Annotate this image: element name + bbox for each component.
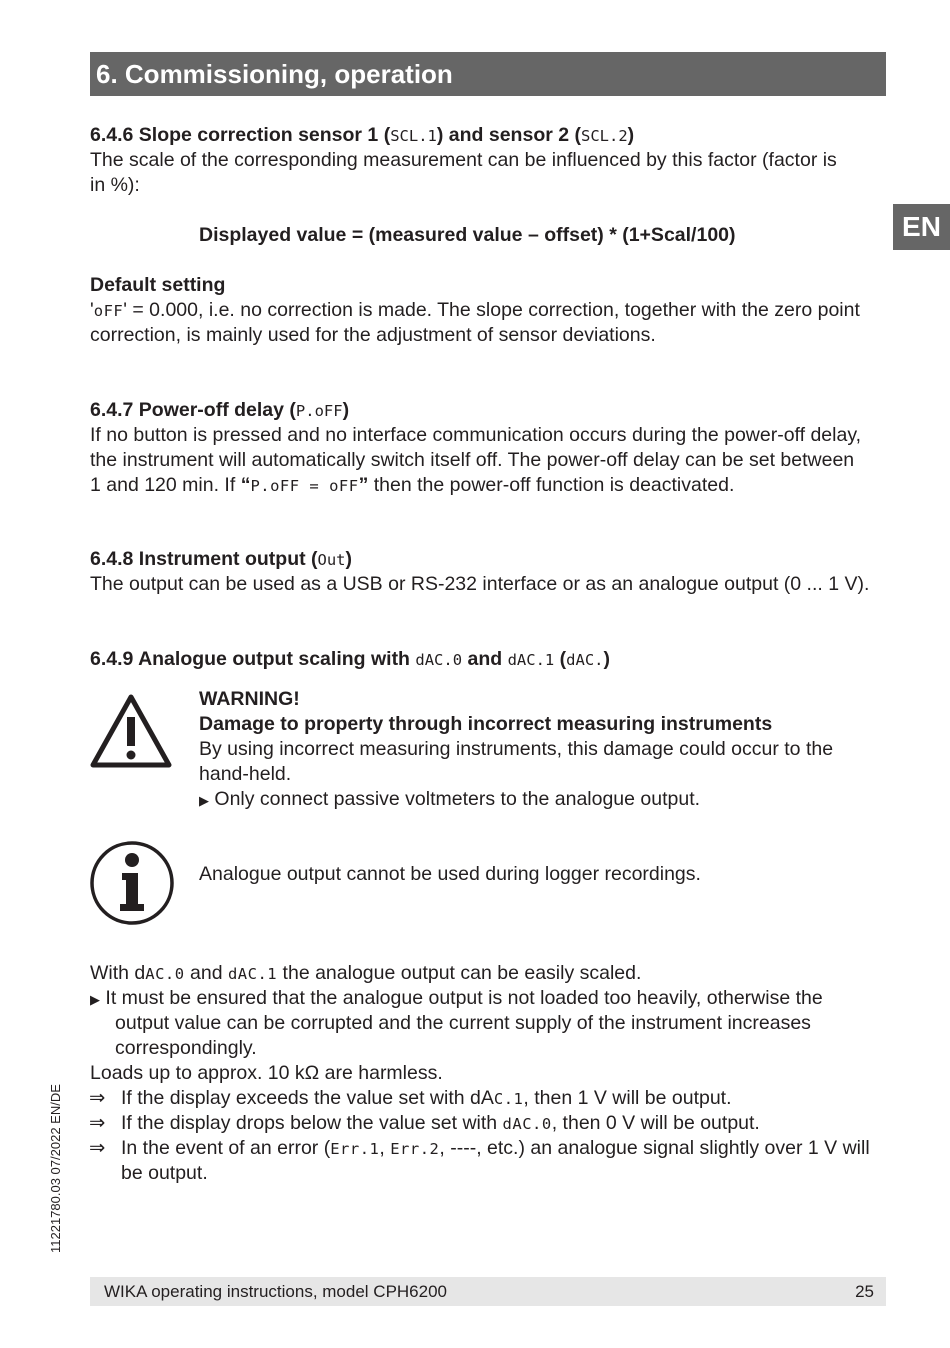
lcd-code: dAC. xyxy=(566,651,604,669)
heading-6-4-7: 6.4.7 Power-off delay (P.oFF) xyxy=(90,399,350,421)
lcd-code: C.1 xyxy=(493,1090,524,1108)
warning-subtitle: Damage to property through incorrect measuring instruments xyxy=(199,713,773,735)
paragraph-line: correction, is mainly used for the adjustment of sensor deviations. xyxy=(90,324,656,346)
lcd-code: SCL.2 xyxy=(581,127,628,145)
lcd-code: SCL.1 xyxy=(390,127,437,145)
bullet-item-line: correspondingly. xyxy=(115,1037,257,1059)
lcd-code: dAC.0 xyxy=(415,651,463,669)
implication-item: If the display drops below the value set with dAC.0, then 0 V will be output. xyxy=(121,1112,760,1134)
paragraph-line: If no button is pressed and no interface communication occurs during the power-off delay, xyxy=(90,424,862,446)
formula: Displayed value = (measured value – offset) * (1+Scal/100) xyxy=(199,224,736,246)
implication-item: If the display exceeds the value set with dAC.1, then 1 V will be output. xyxy=(121,1087,732,1109)
lcd-code: Err.2 xyxy=(390,1140,440,1158)
warning-line: hand-held. xyxy=(199,763,292,785)
paragraph-line: Loads up to approx. 10 kΩ are harmless. xyxy=(90,1062,443,1084)
paragraph-line: in %): xyxy=(90,174,140,196)
paragraph-line: 'oFF' = 0.000, i.e. no correction is made. The slope correction, together with the zero point xyxy=(90,299,860,321)
info-text: Analogue output cannot be used during logger recordings. xyxy=(199,863,701,885)
implication-arrow-icon: ⇒ xyxy=(89,1137,106,1159)
implication-item-line: be output. xyxy=(121,1162,208,1184)
implication-arrow-icon: ⇒ xyxy=(89,1112,106,1134)
bullet-item-line: output value can be corrupted and the current supply of the instrument increases xyxy=(115,1012,811,1034)
warning-triangle-icon xyxy=(89,693,173,769)
footer-title: WIKA operating instructions, model CPH6200 xyxy=(104,1282,448,1301)
lcd-code: P.oFF xyxy=(295,402,343,420)
language-tab: EN xyxy=(893,204,950,250)
lcd-code: dAC.1 xyxy=(507,651,555,669)
lcd-code: dAC.0 xyxy=(502,1115,552,1133)
lcd-code: oFF xyxy=(93,302,124,320)
warning-line: By using incorrect measuring instruments, this damage could occur to the xyxy=(199,738,834,760)
info-icon xyxy=(89,840,175,926)
paragraph-line: 1 and 120 min. If “P.oFF = oFF” then the power-off function is deactivated. xyxy=(90,474,735,496)
default-setting-heading: Default setting xyxy=(90,274,226,296)
lcd-code: P.oFF = oFF xyxy=(250,477,359,495)
paragraph-line: With dAC.0 and dAC.1 the analogue output can be easily scaled. xyxy=(90,962,642,984)
warning-title: WARNING! xyxy=(199,688,300,710)
paragraph-line: The scale of the corresponding measurement can be influenced by this factor (factor is xyxy=(90,149,837,171)
heading-6-4-9: 6.4.9 Analogue output scaling with dAC.0 and dAC.1 (dAC.) xyxy=(90,648,610,670)
triangle-bullet-icon: ▶ xyxy=(90,992,100,1007)
paragraph-line: the instrument will automatically switch itself off. The power-off delay can be set between xyxy=(90,449,855,471)
section-title: 6. Commissioning, operation xyxy=(96,59,453,89)
lcd-code: dAC.1 xyxy=(227,965,278,983)
heading-6-4-8: 6.4.8 Instrument output (Out) xyxy=(90,548,353,570)
triangle-bullet-icon: ▶ xyxy=(199,793,209,808)
bullet-item: ▶ It must be ensured that the analogue output is not loaded too heavily, otherwise the xyxy=(90,987,823,1009)
lcd-code: Err.1 xyxy=(330,1140,380,1158)
lcd-code: AC.0 xyxy=(145,965,185,983)
warning-bullet: ▶ Only connect passive voltmeters to the analogue output. xyxy=(199,788,701,810)
document-code: 11221780.03 07/2022 EN/DE xyxy=(48,1084,63,1253)
page-number: 25 xyxy=(855,1282,874,1301)
lcd-code: Out xyxy=(317,551,346,569)
implication-item: In the event of an error (Err.1, Err.2, ----, etc.) an analogue signal slightly over 1 V will xyxy=(121,1137,870,1159)
heading-6-4-6: 6.4.6 Slope correction sensor 1 (SCL.1) and sensor 2 (SCL.2) xyxy=(90,124,635,146)
implication-arrow-icon: ⇒ xyxy=(89,1087,106,1109)
paragraph-line: The output can be used as a USB or RS-232 interface or as an analogue output (0 ... 1 V). xyxy=(90,573,870,595)
